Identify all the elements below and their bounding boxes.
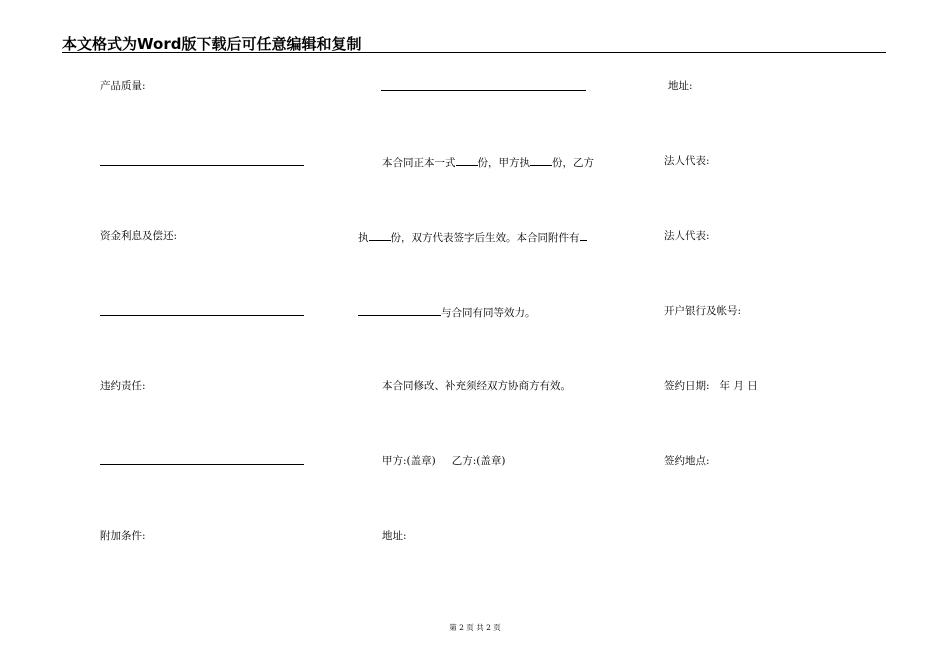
middle-top-blank-line	[381, 90, 586, 91]
legal-rep-label-2: 法人代表:	[664, 230, 710, 242]
party-a-copies-blank	[530, 154, 552, 166]
amendment-clause: 本合同修改、补充须经双方协商方有效。	[382, 380, 571, 392]
attachment-blank	[358, 304, 441, 316]
copies-text-c: 份，乙方	[552, 157, 594, 169]
copies-text-f: 与合同有同等效力。	[441, 307, 536, 319]
party-b-copies-blank	[369, 229, 391, 241]
additional-terms-label: 附加条件:	[100, 530, 146, 542]
funds-interest-label: 资金利息及偿还:	[100, 230, 178, 242]
page-number-footer: 第 2 页 共 2 页	[449, 623, 501, 632]
copies-text-d: 执	[358, 232, 369, 244]
party-seals-line	[382, 454, 505, 468]
sign-date-line	[664, 379, 758, 393]
bank-account-label: 开户银行及帐号:	[664, 305, 742, 317]
attachment-blank-start	[580, 229, 587, 241]
breach-liability-blank-line	[100, 464, 304, 465]
sign-date-label: 签约日期:	[664, 380, 710, 392]
breach-liability-label: 违约责任:	[100, 380, 146, 392]
copies-clause-line2	[358, 229, 587, 245]
copies-text-a: 本合同正本一式	[382, 157, 456, 169]
product-quality-label: 产品质量:	[100, 80, 146, 92]
right-address-label: 地址:	[668, 80, 693, 92]
copies-total-blank	[456, 154, 478, 166]
copies-text-e: 份，双方代表签字后生效。本合同附件有	[390, 232, 580, 244]
middle-address-label: 地址:	[382, 530, 407, 542]
date-units: 年 月 日	[719, 380, 758, 392]
sign-place-label: 签约地点:	[664, 455, 710, 467]
party-a-seal-label: 甲方:(盖章)	[382, 455, 436, 467]
copies-text-b: 份，甲方执	[477, 157, 530, 169]
legal-rep-label-1: 法人代表:	[664, 155, 710, 167]
document-header-title: 本文格式为Word版下载后可任意编辑和复制	[62, 35, 362, 53]
copies-clause-line1	[382, 154, 594, 170]
copies-clause-line3	[358, 304, 536, 320]
funds-interest-blank-line	[100, 315, 304, 316]
party-b-seal-label: 乙方:(盖章)	[451, 455, 506, 467]
product-quality-blank-line	[100, 165, 304, 166]
header-divider	[62, 52, 886, 53]
